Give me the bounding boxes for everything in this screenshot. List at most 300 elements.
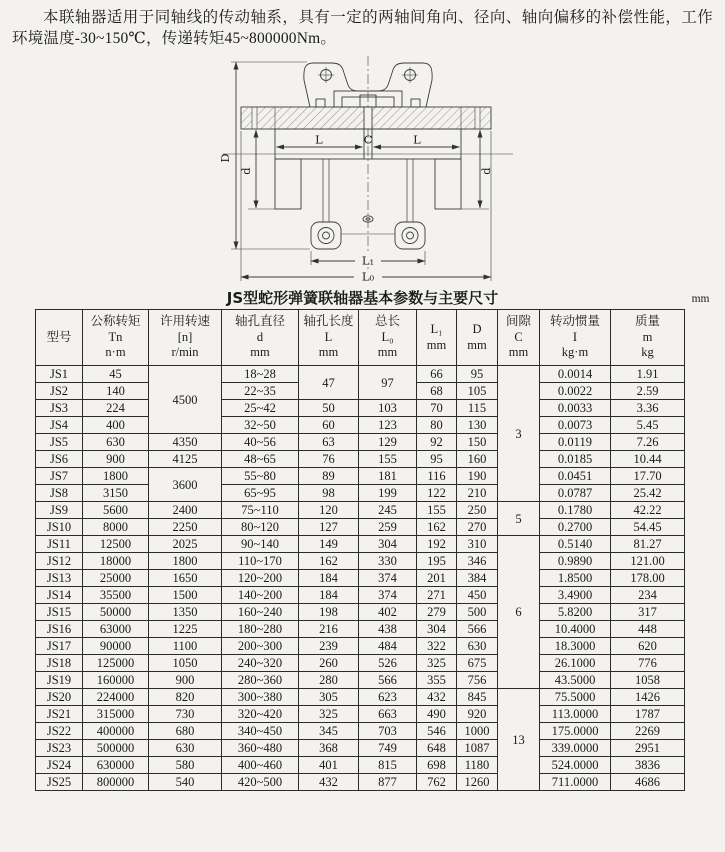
model-cell: JS10 [36, 519, 83, 536]
value-cell: 630 [149, 740, 222, 757]
value-cell: 22~35 [222, 383, 299, 400]
coupling-drawing-figure [193, 52, 533, 286]
table-row [36, 723, 685, 740]
value-cell: 70 [417, 400, 457, 417]
value-cell: 310 [457, 536, 498, 553]
value-cell: 26.1000 [540, 655, 611, 672]
drawing-geometry [223, 56, 513, 283]
left-shaft-block [275, 159, 301, 209]
header-line: 轴孔长度 [303, 314, 354, 329]
table-row [36, 655, 685, 672]
value-cell: 322 [417, 638, 457, 655]
value-cell: 224 [83, 400, 149, 417]
value-cell: 45 [83, 366, 149, 383]
model-cell: JS17 [36, 638, 83, 655]
model-cell: JS1 [36, 366, 83, 383]
value-cell: 10.4000 [540, 621, 611, 638]
value-cell: 90000 [83, 638, 149, 655]
model-cell: JS22 [36, 723, 83, 740]
value-cell: 566 [359, 672, 417, 689]
table-row [36, 587, 685, 604]
value-cell: 1350 [149, 604, 222, 621]
value-cell: 178.00 [611, 570, 685, 587]
value-cell: 0.0022 [540, 383, 611, 400]
value-cell: 32~50 [222, 417, 299, 434]
model-cell: JS2 [36, 383, 83, 400]
value-cell: 1650 [149, 570, 222, 587]
value-cell: 340~450 [222, 723, 299, 740]
value-cell: 7.26 [611, 434, 685, 451]
dim-label-d-right: d [478, 167, 493, 175]
value-cell: 40~56 [222, 434, 299, 451]
value-cell: 13 [498, 689, 540, 791]
value-cell: 10.44 [611, 451, 685, 468]
col-header-allowable-speed [149, 310, 222, 366]
value-cell: 500 [457, 604, 498, 621]
value-cell: 845 [457, 689, 498, 706]
header-line: [n] [177, 329, 193, 344]
value-cell: 339.0000 [540, 740, 611, 757]
model-cell: JS14 [36, 587, 83, 604]
value-cell: 103 [359, 400, 417, 417]
value-cell: 420~500 [222, 774, 299, 791]
value-cell: 0.9890 [540, 553, 611, 570]
model-cell: JS12 [36, 553, 83, 570]
header-line: Tn [108, 329, 123, 344]
header-row [36, 310, 685, 366]
value-cell: 18.3000 [540, 638, 611, 655]
value-cell: 6 [498, 536, 540, 689]
flange-strip [252, 108, 257, 129]
bolt-circle [318, 228, 334, 244]
value-cell: 360~480 [222, 740, 299, 757]
header-line: kg [641, 345, 654, 360]
table-row [36, 604, 685, 621]
right-shaft-block [435, 159, 461, 209]
table-row [36, 689, 685, 706]
value-cell: 160 [457, 451, 498, 468]
header-line: 间隙 [505, 314, 531, 329]
model-cell: JS15 [36, 604, 83, 621]
value-cell: 900 [83, 451, 149, 468]
dim-label-L1: L₁ [361, 253, 374, 268]
table-row [36, 366, 685, 383]
value-cell: 1787 [611, 706, 685, 723]
model-cell: JS4 [36, 417, 83, 434]
table-row [36, 706, 685, 723]
table-title: JS型蛇形弹簧联轴器基本参数与主要尺寸 [226, 289, 499, 307]
value-cell: 756 [457, 672, 498, 689]
header-line: L₁ [430, 322, 443, 336]
header-line: mm [377, 345, 398, 360]
value-cell: 500000 [83, 740, 149, 757]
value-cell: 25.42 [611, 485, 685, 502]
value-cell: 346 [457, 553, 498, 570]
col-header-bore-diameter [222, 310, 299, 366]
model-cell: JS24 [36, 757, 83, 774]
value-cell: 98 [299, 485, 359, 502]
value-cell: 162 [417, 519, 457, 536]
dim-label-C: C [363, 132, 372, 147]
value-cell: 120~200 [222, 570, 299, 587]
value-cell: 546 [417, 723, 457, 740]
value-cell: 4125 [149, 451, 222, 468]
value-cell: 345 [299, 723, 359, 740]
value-cell: 129 [359, 434, 417, 451]
table-row [36, 638, 685, 655]
value-cell: 80~120 [222, 519, 299, 536]
value-cell: 5 [498, 502, 540, 536]
header-line: 质量 [634, 314, 660, 329]
value-cell: 749 [359, 740, 417, 757]
value-cell: 484 [359, 638, 417, 655]
unit-note: mm [691, 293, 710, 305]
value-cell: 0.0073 [540, 417, 611, 434]
value-cell: 42.22 [611, 502, 685, 519]
table-row [36, 536, 685, 553]
value-cell: 270 [457, 519, 498, 536]
value-cell: 566 [457, 621, 498, 638]
table-row [36, 621, 685, 638]
value-cell: 304 [417, 621, 457, 638]
value-cell: 3.4900 [540, 587, 611, 604]
value-cell: 54.45 [611, 519, 685, 536]
table-row [36, 434, 685, 451]
value-cell: 90~140 [222, 536, 299, 553]
value-cell: 0.0787 [540, 485, 611, 502]
value-cell: 663 [359, 706, 417, 723]
value-cell: 776 [611, 655, 685, 672]
value-cell: 2.59 [611, 383, 685, 400]
value-cell: 245 [359, 502, 417, 519]
value-cell: 330 [359, 553, 417, 570]
value-cell: 2250 [149, 519, 222, 536]
header-line: C [514, 329, 523, 344]
value-cell: 300~380 [222, 689, 299, 706]
value-cell: 216 [299, 621, 359, 638]
value-cell: 524.0000 [540, 757, 611, 774]
col-header-l1 [417, 310, 457, 366]
value-cell: 280 [299, 672, 359, 689]
header-line: mm [508, 345, 529, 360]
value-cell: 680 [149, 723, 222, 740]
value-cell: 580 [149, 757, 222, 774]
value-cell: 315000 [83, 706, 149, 723]
value-cell: 623 [359, 689, 417, 706]
value-cell: 63 [299, 434, 359, 451]
value-cell: 0.2700 [540, 519, 611, 536]
header-line: L [324, 329, 333, 344]
header-line: 总长 [374, 314, 400, 329]
value-cell: 1.8500 [540, 570, 611, 587]
value-cell: 450 [457, 587, 498, 604]
flange-center-gap [364, 108, 372, 129]
value-cell: 210 [457, 485, 498, 502]
value-cell: 75~110 [222, 502, 299, 519]
value-cell: 50 [299, 400, 359, 417]
value-cell: 325 [417, 655, 457, 672]
value-cell: 122 [417, 485, 457, 502]
value-cell: 192 [417, 536, 457, 553]
header-line: D [472, 322, 482, 336]
value-cell: 160000 [83, 672, 149, 689]
value-cell: 1225 [149, 621, 222, 638]
table-row [36, 757, 685, 774]
dim-label-d-left: d [238, 167, 253, 175]
value-cell: 698 [417, 757, 457, 774]
value-cell: 384 [457, 570, 498, 587]
value-cell: 250 [457, 502, 498, 519]
bolt-circle [406, 232, 413, 239]
value-cell: 89 [299, 468, 359, 485]
value-cell: 280~360 [222, 672, 299, 689]
value-cell: 630 [83, 434, 149, 451]
value-cell: 815 [359, 757, 417, 774]
value-cell: 3836 [611, 757, 685, 774]
value-cell: 374 [359, 587, 417, 604]
value-cell: 400000 [83, 723, 149, 740]
col-header-model [36, 310, 83, 366]
value-cell: 304 [359, 536, 417, 553]
header-line: L₀ [381, 329, 394, 344]
col-header-gap-c [498, 310, 540, 366]
coupling-section-svg [193, 52, 533, 286]
value-cell: 200~300 [222, 638, 299, 655]
header-line: 转动惯量 [549, 314, 600, 329]
value-cell: 1180 [457, 757, 498, 774]
model-cell: JS9 [36, 502, 83, 519]
table-header [36, 310, 685, 366]
value-cell: 320~420 [222, 706, 299, 723]
value-cell: 648 [417, 740, 457, 757]
value-cell: 703 [359, 723, 417, 740]
value-cell: 25000 [83, 570, 149, 587]
value-cell: 259 [359, 519, 417, 536]
value-cell: 1000 [457, 723, 498, 740]
value-cell: 271 [417, 587, 457, 604]
col-header-outer-diameter [457, 310, 498, 366]
value-cell: 305 [299, 689, 359, 706]
header-line: mm [250, 345, 270, 360]
value-cell: 490 [417, 706, 457, 723]
value-cell: 1058 [611, 672, 685, 689]
value-cell: 4500 [149, 366, 222, 434]
value-cell: 2951 [611, 740, 685, 757]
value-cell: 5.45 [611, 417, 685, 434]
value-cell: 800000 [83, 774, 149, 791]
value-cell: 4350 [149, 434, 222, 451]
value-cell: 3.36 [611, 400, 685, 417]
value-cell: 0.0451 [540, 468, 611, 485]
value-cell: 711.0000 [540, 774, 611, 791]
value-cell: 540 [149, 774, 222, 791]
value-cell: 1087 [457, 740, 498, 757]
value-cell: 0.1780 [540, 502, 611, 519]
table-row [36, 740, 685, 757]
table-row [36, 400, 685, 417]
dim-label-D: D [217, 153, 232, 163]
model-cell: JS3 [36, 400, 83, 417]
value-cell: 48~65 [222, 451, 299, 468]
value-cell: 123 [359, 417, 417, 434]
value-cell: 65~95 [222, 485, 299, 502]
dim-label-L-right: L [412, 132, 421, 147]
value-cell: 181 [359, 468, 417, 485]
model-cell: JS20 [36, 689, 83, 706]
bolt-head [395, 222, 425, 249]
model-cell: JS5 [36, 434, 83, 451]
value-cell: 3600 [149, 468, 222, 502]
value-cell: 401 [299, 757, 359, 774]
value-cell: 0.0033 [540, 400, 611, 417]
value-cell: 438 [359, 621, 417, 638]
value-cell: 400 [83, 417, 149, 434]
value-cell: 1100 [149, 638, 222, 655]
model-cell: JS16 [36, 621, 83, 638]
value-cell: 526 [359, 655, 417, 672]
header-line: mm [426, 337, 447, 352]
table-title-row [38, 288, 710, 308]
header-line: 型号 [46, 329, 72, 344]
value-cell: 730 [149, 706, 222, 723]
value-cell: 279 [417, 604, 457, 621]
table-row [36, 570, 685, 587]
table-row [36, 468, 685, 485]
value-cell: 150 [457, 434, 498, 451]
value-cell: 239 [299, 638, 359, 655]
value-cell: 1800 [83, 468, 149, 485]
value-cell: 66 [417, 366, 457, 383]
value-cell: 0.0185 [540, 451, 611, 468]
value-cell: 325 [299, 706, 359, 723]
parameters-table [35, 309, 685, 791]
model-cell: JS6 [36, 451, 83, 468]
col-header-bore-length [299, 310, 359, 366]
value-cell: 155 [359, 451, 417, 468]
value-cell: 368 [299, 740, 359, 757]
value-cell: 198 [299, 604, 359, 621]
table-row [36, 485, 685, 502]
header-line: n·m [105, 345, 126, 360]
col-header-total-length [359, 310, 417, 366]
value-cell: 920 [457, 706, 498, 723]
value-cell: 317 [611, 604, 685, 621]
value-cell: 50000 [83, 604, 149, 621]
value-cell: 8000 [83, 519, 149, 536]
header-line: I [572, 329, 578, 344]
table-row [36, 553, 685, 570]
value-cell: 0.0014 [540, 366, 611, 383]
col-header-inertia [540, 310, 611, 366]
value-cell: 1260 [457, 774, 498, 791]
bolt-nub [316, 99, 325, 107]
value-cell: 55~80 [222, 468, 299, 485]
value-cell: 97 [359, 366, 417, 400]
value-cell: 120 [299, 502, 359, 519]
value-cell: 260 [299, 655, 359, 672]
value-cell: 0.0119 [540, 434, 611, 451]
value-cell: 184 [299, 570, 359, 587]
value-cell: 630000 [83, 757, 149, 774]
value-cell: 175.0000 [540, 723, 611, 740]
value-cell: 140 [83, 383, 149, 400]
value-cell: 400~460 [222, 757, 299, 774]
value-cell: 127 [299, 519, 359, 536]
value-cell: 820 [149, 689, 222, 706]
value-cell: 25~42 [222, 400, 299, 417]
header-line: 许用转速 [159, 314, 210, 329]
value-cell: 95 [457, 366, 498, 383]
dim-label-L0: L₀ [361, 269, 374, 284]
value-cell: 2025 [149, 536, 222, 553]
value-cell: 155 [417, 502, 457, 519]
value-cell: 160~240 [222, 604, 299, 621]
value-cell: 140~200 [222, 587, 299, 604]
header-line: 公称转矩 [90, 314, 141, 329]
value-cell: 402 [359, 604, 417, 621]
value-cell: 125000 [83, 655, 149, 672]
header-line: d [256, 329, 264, 344]
value-cell: 0.5140 [540, 536, 611, 553]
value-cell: 60 [299, 417, 359, 434]
value-cell: 2400 [149, 502, 222, 519]
value-cell: 877 [359, 774, 417, 791]
value-cell: 184 [299, 587, 359, 604]
col-header-nominal-torque [83, 310, 149, 366]
value-cell: 105 [457, 383, 498, 400]
model-cell: JS21 [36, 706, 83, 723]
model-cell: JS18 [36, 655, 83, 672]
value-cell: 240~320 [222, 655, 299, 672]
value-cell: 3150 [83, 485, 149, 502]
value-cell: 113.0000 [540, 706, 611, 723]
value-cell: 18~28 [222, 366, 299, 383]
value-cell: 355 [417, 672, 457, 689]
model-cell: JS7 [36, 468, 83, 485]
value-cell: 130 [457, 417, 498, 434]
flange-strip [475, 108, 480, 129]
value-cell: 116 [417, 468, 457, 485]
table-row [36, 502, 685, 519]
value-cell: 18000 [83, 553, 149, 570]
value-cell: 448 [611, 621, 685, 638]
model-cell: JS25 [36, 774, 83, 791]
value-cell: 81.27 [611, 536, 685, 553]
header-line: kg·m [561, 345, 589, 360]
value-cell: 1.91 [611, 366, 685, 383]
value-cell: 68 [417, 383, 457, 400]
header-line: mm [318, 345, 339, 360]
value-cell: 2269 [611, 723, 685, 740]
table-row [36, 672, 685, 689]
value-cell: 762 [417, 774, 457, 791]
bolt-nub [411, 99, 420, 107]
value-cell: 63000 [83, 621, 149, 638]
header-line: r/min [171, 345, 199, 360]
value-cell: 180~280 [222, 621, 299, 638]
header-line: 轴孔直径 [234, 314, 285, 329]
value-cell: 620 [611, 638, 685, 655]
table-row [36, 417, 685, 434]
value-cell: 110~170 [222, 553, 299, 570]
value-cell: 1500 [149, 587, 222, 604]
value-cell: 4686 [611, 774, 685, 791]
value-cell: 17.70 [611, 468, 685, 485]
header-line: m [642, 329, 653, 344]
value-cell: 35500 [83, 587, 149, 604]
bolt-circle [402, 228, 418, 244]
model-cell: JS19 [36, 672, 83, 689]
